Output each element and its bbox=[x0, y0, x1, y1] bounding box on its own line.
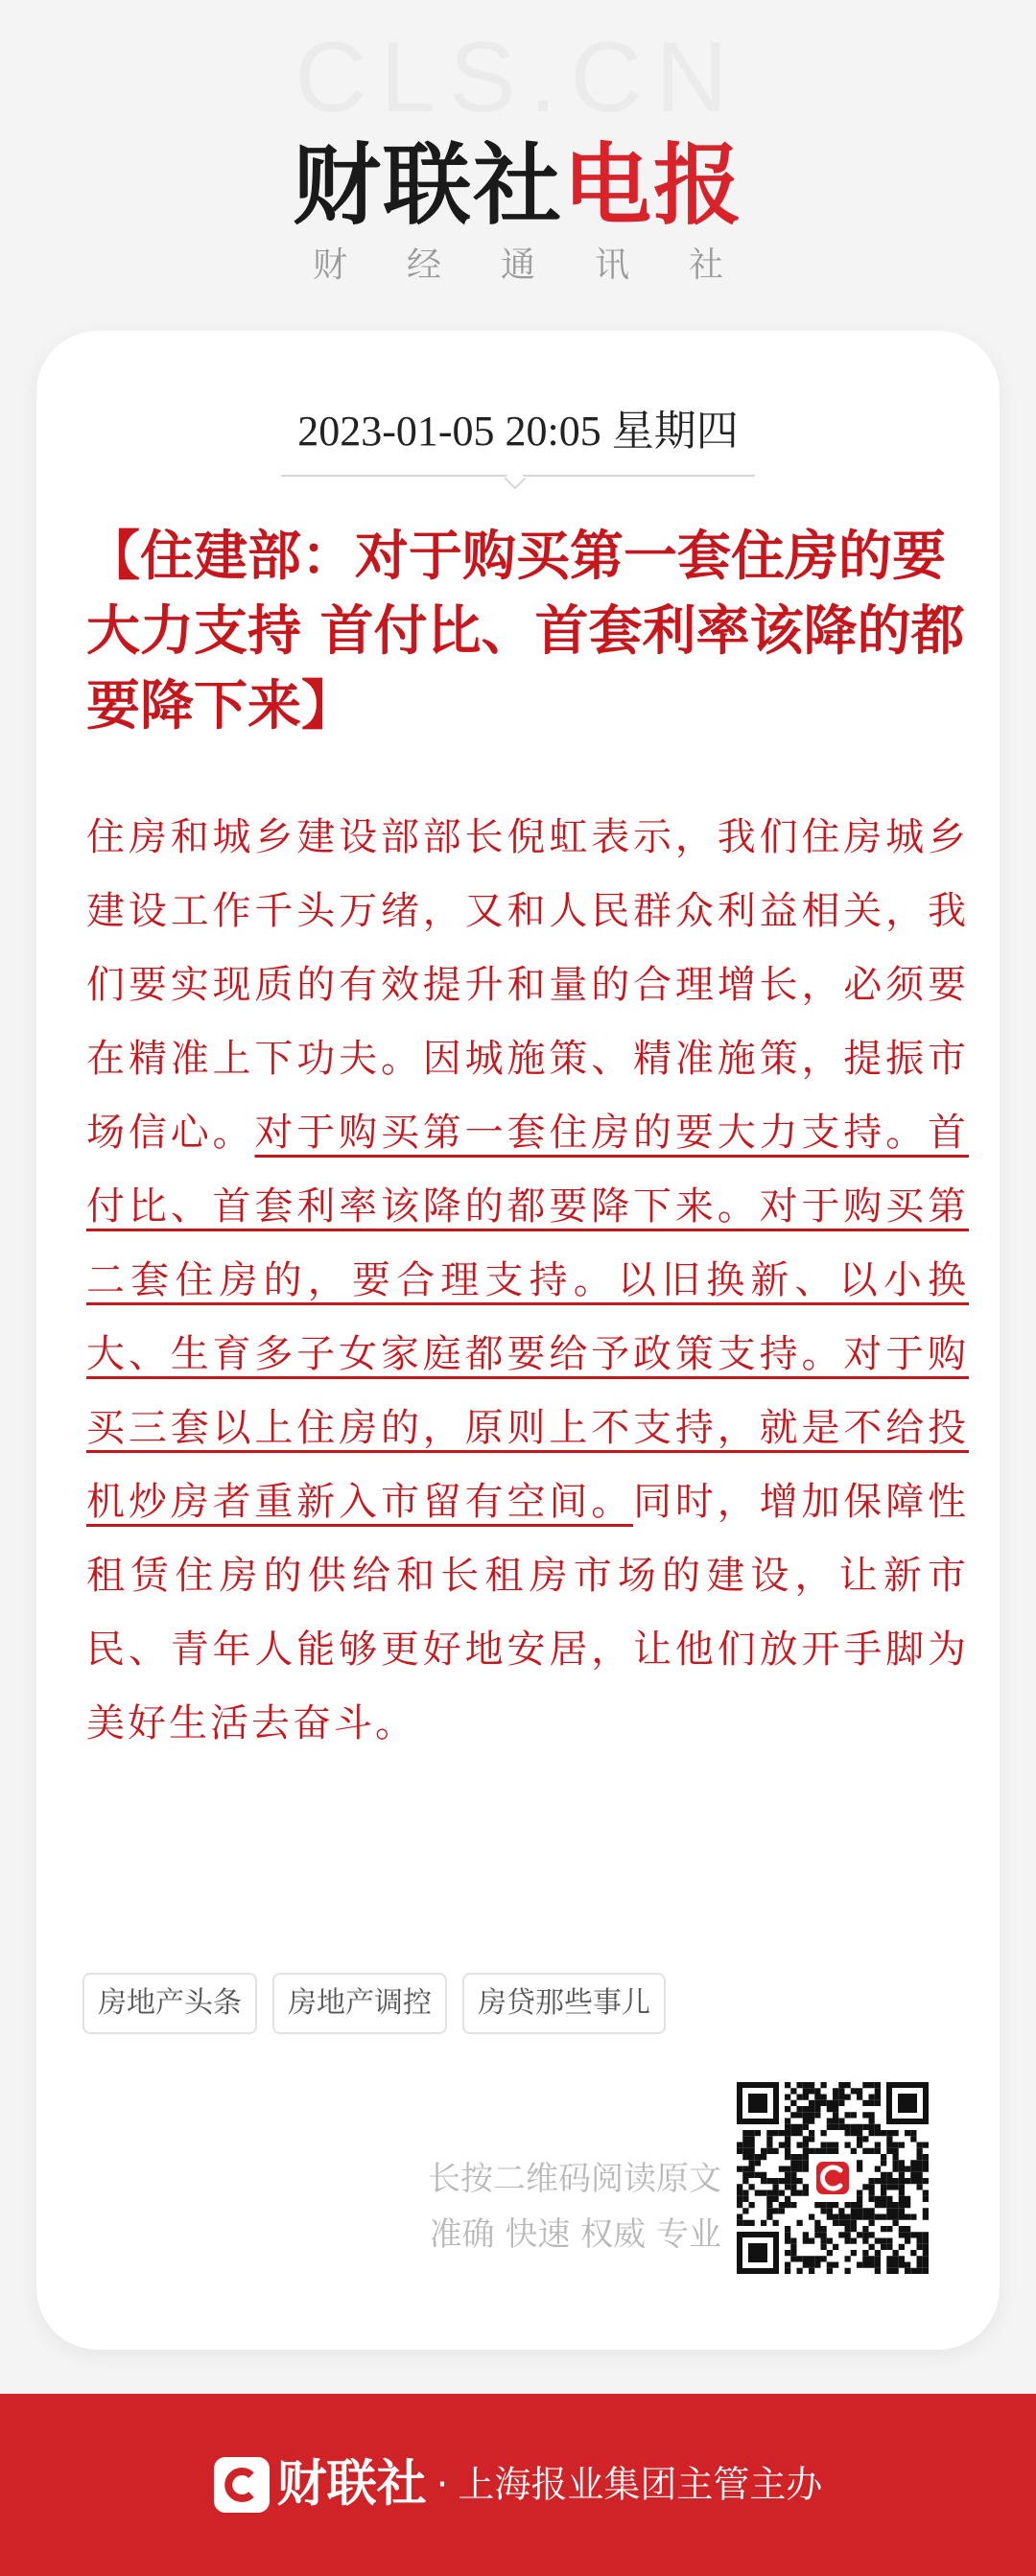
brand-logo bbox=[0, 115, 1036, 242]
article-body bbox=[86, 801, 969, 1761]
header bbox=[0, 0, 1036, 316]
body-text: 住房和城乡建设部部长倪虹表示，我们住房城乡建设工作千头万绪，又和人民群众利益相关，我们要实现质的有效提升和量的合理增长，必须要在精准上下功夫。因城施策、精准施策，提振市场信心。 bbox=[86, 815, 969, 1155]
article-title: 【住建部：对于购买第一套住房的要大力支持 首付比、首套利率该降的都要降下来】 bbox=[86, 525, 965, 738]
footer-separator: · bbox=[436, 2462, 449, 2507]
article-card bbox=[36, 331, 1000, 2350]
tag-item[interactable]: 房地产调控 bbox=[272, 1973, 447, 2034]
body-highlight: 对于购买第一套住房的要大力支持。首付比、首套利率该降的都要降下来。对于购买第二套住房的，要合理支持。以旧换新、以小换大、生育多子女家庭都要给予政策支持。对于购买三套以上住房的，原则上不支持，就是不给投机炒房者重新入市留有空间。 bbox=[86, 1111, 970, 1524]
article-datetime: 2023-01-05 20:05 星期四 bbox=[297, 408, 739, 455]
qr-code[interactable] bbox=[737, 2082, 929, 2274]
qr-caption-line1: 长按二维码阅读原文 bbox=[428, 2160, 721, 2198]
footer-content bbox=[0, 2447, 1036, 2517]
footer bbox=[0, 2394, 1036, 2576]
brand-subtitle: 财经通讯社 bbox=[312, 246, 783, 285]
divider-notch bbox=[505, 468, 527, 490]
brand-telegraph: 电报 bbox=[563, 134, 744, 237]
qr-caption bbox=[428, 2151, 721, 2262]
footer-text: 上海报业集团主管主办 bbox=[458, 2463, 823, 2506]
qr-caption-line2: 准确 快速 权威 专业 bbox=[429, 2215, 721, 2254]
brand-name: 财联社 bbox=[292, 134, 563, 237]
watermark: CLS.CN bbox=[294, 22, 742, 133]
tag-list bbox=[82, 1973, 666, 2034]
tag-item[interactable]: 房贷那些事儿 bbox=[462, 1973, 666, 2034]
tag-item[interactable]: 房地产头条 bbox=[82, 1973, 257, 2034]
cls-logo-icon bbox=[214, 2457, 270, 2513]
body-text-end: 同时，增加保障性租赁住房的供给和长租房市场的建设，让新市民、青年人能够更好地安居，让他们放开手脚为美好生活去奋斗。 bbox=[86, 1480, 970, 1745]
footer-brand: 财联社 bbox=[276, 2455, 427, 2514]
